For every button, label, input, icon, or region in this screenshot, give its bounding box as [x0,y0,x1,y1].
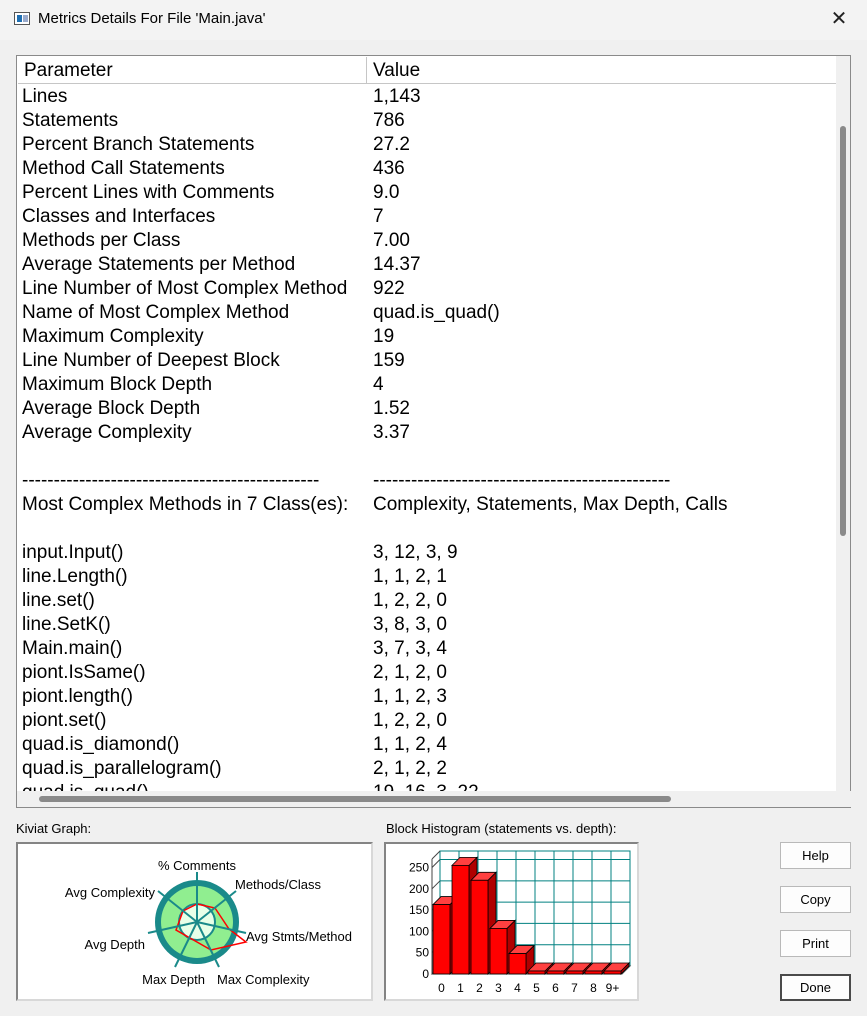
help-button[interactable]: Help [780,842,851,869]
histogram-bar [471,880,488,974]
table-row[interactable] [17,421,836,445]
column-separator[interactable] [366,57,367,83]
histogram-x-tick-label: 5 [533,981,540,995]
histogram-x-tick-label: 9+ [605,981,620,995]
column-header-value[interactable]: Value [373,60,421,81]
kiviat-graph-label: Kiviat Graph: [16,821,92,836]
column-header-parameter[interactable]: Parameter [24,60,113,81]
print-button[interactable]: Print [780,930,851,957]
parameter-cell: quad.is_parallelogram() [22,758,222,779]
value-cell: 1, 1, 2, 4 [373,734,447,755]
parameter-cell: Most Complex Methods in 7 Class(es): [22,494,349,515]
histogram-y-tick-label: 100 [408,924,429,939]
kiviat-axis-avg-depth: Avg Depth [84,937,145,952]
title-bar [0,0,867,40]
histogram-x-tick-label: 7 [571,981,578,995]
value-cell: 4 [373,374,384,395]
kiviat-axis-max-depth: Max Depth [142,972,205,987]
parameter-cell: input.Input() [22,542,124,563]
parameter-cell: Line Number of Deepest Block [22,350,280,371]
table-row[interactable] [17,85,836,109]
horizontal-scroll-thumb[interactable] [39,796,671,802]
value-cell: 2, 1, 2, 0 [373,662,447,683]
histogram-y-tick-label: 150 [408,903,429,918]
value-cell: 1.52 [373,398,410,419]
histogram-panel [384,842,639,1001]
table-row[interactable] [17,733,836,757]
table-row[interactable] [17,181,836,205]
histogram-y-axis-depth [432,851,440,859]
histogram-bar [566,971,583,974]
parameter-cell: Name of Most Complex Method [22,302,290,323]
table-row[interactable] [17,445,836,469]
value-cell: 1, 2, 2, 0 [373,710,447,731]
parameter-cell: Maximum Block Depth [22,374,213,395]
parameter-cell: ----------------------------------------------- [22,470,320,491]
table-row[interactable] [17,685,836,709]
kiviat-axis-methods-per-class: Methods/Class [235,877,321,892]
parameter-cell: Maximum Complexity [22,326,204,347]
parameter-cell: Classes and Interfaces [22,206,216,227]
value-cell: 3, 7, 3, 4 [373,638,447,659]
kiviat-axis-avg-complexity: Avg Complexity [64,885,155,900]
value-cell: ----------------------------------------------- [373,470,671,491]
value-cell: 159 [373,350,405,371]
value-cell: 786 [373,110,405,131]
table-row[interactable] [17,301,836,325]
table-row[interactable] [17,325,836,349]
table-row[interactable] [17,397,836,421]
histogram-y-tick-label: 250 [408,860,429,875]
parameter-cell: Percent Lines with Comments [22,182,275,203]
table-row[interactable] [17,757,836,781]
value-cell: 7.00 [373,230,410,251]
table-row[interactable] [17,205,836,229]
table-row[interactable] [17,661,836,685]
histogram-bar [528,971,545,974]
table-row[interactable] [17,517,836,541]
vertical-scroll-thumb[interactable] [840,126,846,536]
value-cell: 1, 2, 2, 0 [373,590,447,611]
parameter-cell: piont.set() [22,710,107,731]
metrics-list[interactable] [16,55,851,808]
table-row[interactable] [17,157,836,181]
value-cell: 3, 8, 3, 0 [373,614,447,635]
value-cell: 9.0 [373,182,400,203]
histogram-y-tick-label: 200 [408,881,429,896]
histogram-x-tick-label: 6 [552,981,559,995]
value-cell: 3.37 [373,422,410,443]
parameter-cell: line.Length() [22,566,128,587]
table-row[interactable] [17,709,836,733]
parameter-cell: piont.length() [22,686,133,707]
value-cell: 1, 1, 2, 3 [373,686,447,707]
table-row[interactable] [17,589,836,613]
parameter-cell: line.SetK() [22,614,111,635]
value-cell: Complexity, Statements, Max Depth, Calls [373,494,728,515]
table-row[interactable] [17,277,836,301]
table-row[interactable] [17,613,836,637]
table-row[interactable] [17,637,836,661]
histogram-tick-diagonal [432,860,440,868]
histogram-x-tick-label: 4 [514,981,521,995]
app-icon [14,12,30,25]
value-cell: 1,143 [373,86,421,107]
table-row[interactable] [17,253,836,277]
parameter-cell: Lines [22,86,68,107]
value-cell: 14.37 [373,254,421,275]
parameter-cell: Percent Branch Statements [22,134,255,155]
kiviat-axis-avg-stmts-per-method: Avg Stmts/Method [246,929,352,944]
histogram-bar [585,971,602,974]
done-button[interactable]: Done [780,974,851,1001]
parameter-cell: quad.is_diamond() [22,734,180,755]
parameter-cell: Average Complexity [22,422,192,443]
copy-button[interactable]: Copy [780,886,851,913]
parameter-cell: Main.main() [22,638,123,659]
close-button[interactable]: ✕ [830,8,848,30]
value-cell: 3, 12, 3, 9 [373,542,458,563]
table-row[interactable] [17,541,836,565]
value-cell: 436 [373,158,405,179]
parameter-cell: Methods per Class [22,230,181,251]
histogram-x-tick-label: 0 [438,981,445,995]
list-rows [17,85,836,790]
value-cell: quad.is_quad() [373,302,500,323]
table-row[interactable] [17,349,836,373]
value-cell: 27.2 [373,134,410,155]
histogram-label: Block Histogram (statements vs. depth): [386,821,617,836]
table-row[interactable] [17,229,836,253]
list-header [18,57,837,84]
value-cell: 19 [373,326,395,347]
histogram-bar [433,905,450,974]
parameter-cell: line.set() [22,590,95,611]
parameter-cell: Statements [22,110,119,131]
table-row[interactable] [17,565,836,589]
histogram-bar [490,928,507,974]
histogram-bar [604,971,621,974]
value-cell: 922 [373,278,405,299]
table-row[interactable] [17,133,836,157]
parameter-cell: Average Statements per Method [22,254,296,275]
histogram-x-tick-label: 1 [457,981,464,995]
histogram-bar [547,971,564,974]
histogram-x-tick-label: 8 [590,981,597,995]
parameter-cell: Method Call Statements [22,158,225,179]
histogram-x-tick-label: 2 [476,981,483,995]
kiviat-graph [18,844,371,999]
vertical-scrollbar[interactable] [836,56,850,791]
value-cell: 1, 1, 2, 1 [373,566,447,587]
parameter-cell: piont.IsSame() [22,662,146,683]
block-histogram [386,844,637,999]
window-title: Metrics Details For File 'Main.java' [38,10,266,27]
table-row[interactable] [17,373,836,397]
histogram-tick-diagonal [432,881,440,889]
kiviat-graph-panel [16,842,373,1001]
parameter-cell: Average Block Depth [22,398,201,419]
histogram-x-tick-label: 3 [495,981,502,995]
histogram-bar [452,865,469,974]
histogram-y-tick-label: 0 [422,967,429,981]
histogram-y-tick-label: 50 [415,945,429,960]
kiviat-axis-comments: % Comments [157,858,237,873]
parameter-cell: Line Number of Most Complex Method [22,278,348,299]
table-row[interactable] [17,493,836,517]
kiviat-axis-max-complexity: Max Complexity [217,972,310,987]
table-row[interactable] [17,109,836,133]
value-cell: 2, 1, 2, 2 [373,758,447,779]
value-cell: 7 [373,206,384,227]
table-row[interactable] [17,469,836,493]
histogram-bar [509,954,526,974]
horizontal-scrollbar[interactable] [17,791,852,807]
